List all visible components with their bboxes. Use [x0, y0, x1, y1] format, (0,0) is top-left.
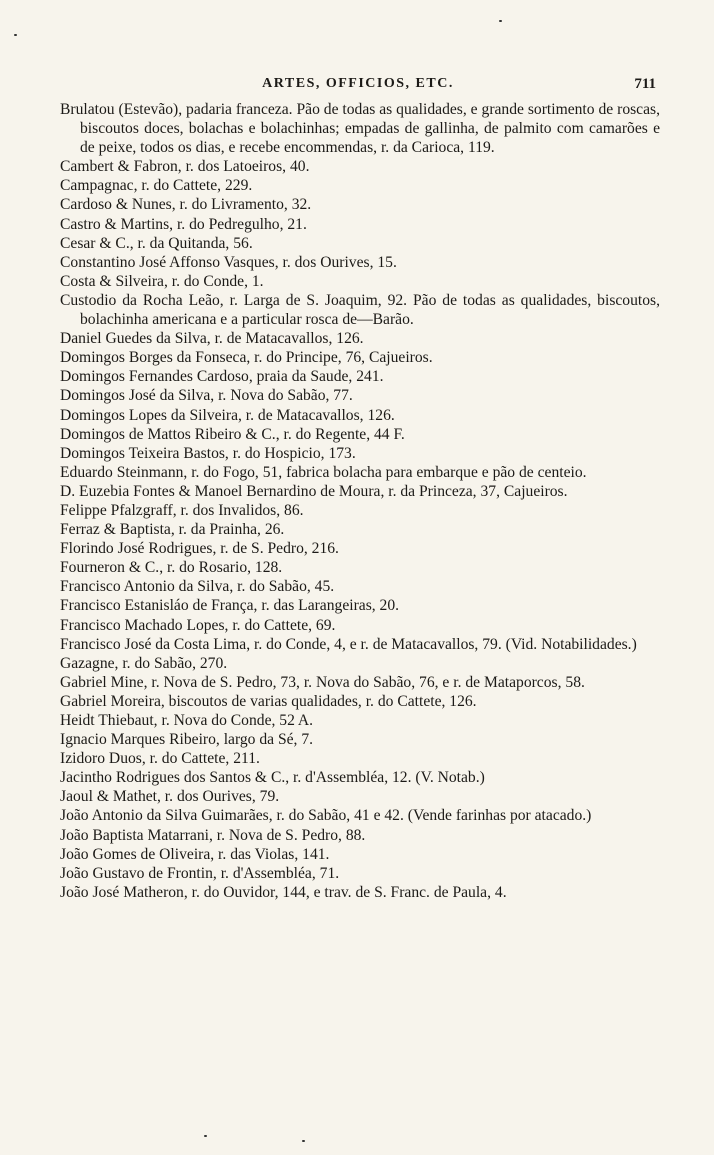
- directory-entry: Custodio da Rocha Leão, r. Larga de S. Joaquim, 92. Pão de todas as qualidades, biscoutos, bolachinha americana e a particular rosca de—Barão.: [60, 291, 660, 329]
- directory-entry: João Baptista Matarrani, r. Nova de S. Pedro, 88.: [60, 826, 366, 844]
- directory-entry: Francisco Estanisláo de França, r. das Larangeiras, 20.: [60, 597, 400, 615]
- directory-entry: Campagnac, r. do Cattete, 229.: [60, 177, 253, 195]
- directory-listing: [60, 100, 660, 902]
- directory-entry: Cardoso & Nunes, r. do Livramento, 32.: [60, 196, 312, 214]
- ink-speck: [302, 1140, 305, 1142]
- directory-entry: Gabriel Moreira, biscoutos de varias qualidades, r. do Cattete, 126.: [60, 692, 477, 710]
- directory-entry: Gazagne, r. do Sabão, 270.: [60, 654, 228, 672]
- directory-entry: Jaoul & Mathet, r. dos Ourives, 79.: [60, 788, 280, 806]
- directory-entry: Francisco Antonio da Silva, r. do Sabão, 45.: [60, 578, 335, 596]
- directory-entry: Izidoro Duos, r. do Cattete, 211.: [60, 750, 260, 768]
- ink-speck: [499, 20, 502, 22]
- running-head: ARTES, OFFICIOS, ETC.: [262, 76, 454, 91]
- directory-entry: Jacintho Rodrigues dos Santos & C., r. d'Assembléa, 12. (V. Notab.): [60, 769, 485, 787]
- directory-entry: João Gustavo de Frontin, r. d'Assembléa, 71.: [60, 864, 340, 882]
- directory-entry: Costa & Silveira, r. do Conde, 1.: [60, 272, 264, 290]
- directory-entry: Eduardo Steinmann, r. do Fogo, 51, fabrica bolacha para embarque e pão de centeio.: [60, 463, 587, 481]
- directory-entry: Domingos Borges da Fonseca, r. do Principe, 76, Cajueiros.: [60, 349, 433, 367]
- page-number: 711: [634, 76, 656, 92]
- directory-entry: João José Matheron, r. do Ouvidor, 144, e trav. de S. Franc. de Paula, 4.: [60, 883, 507, 901]
- directory-entry: Daniel Guedes da Silva, r. de Matacavallos, 126.: [60, 330, 364, 348]
- directory-entry: João Gomes de Oliveira, r. das Violas, 141.: [60, 845, 330, 863]
- directory-entry: Constantino José Affonso Vasques, r. dos Ourives, 15.: [60, 253, 397, 271]
- directory-entry: Cambert & Fabron, r. dos Latoeiros, 40.: [60, 158, 310, 176]
- directory-entry: Castro & Martins, r. do Pedregulho, 21.: [60, 215, 307, 233]
- directory-entry: Florindo José Rodrigues, r. de S. Pedro, 216.: [60, 540, 339, 558]
- directory-entry: Felippe Pfalzgraff, r. dos Invalidos, 86.: [60, 501, 304, 519]
- directory-entry: João Antonio da Silva Guimarães, r. do Sabão, 41 e 42. (Vende farinhas por atacado.): [60, 807, 592, 825]
- ink-speck: [204, 1135, 207, 1137]
- directory-entry: Gabriel Mine, r. Nova de S. Pedro, 73, r. Nova do Sabão, 76, e r. de Mataporcos, 58.: [60, 673, 585, 691]
- directory-entry: Brulatou (Estevão), padaria franceza. Pão de todas as qualidades, e grande sortimento de roscas, biscoutos doces, bolachas e bolachinhas; empadas de gallinha, de palmito com camarões e de peixe, todos os dias, e recebe encommendas, r. da Carioca, 119.: [60, 101, 660, 157]
- directory-entry: Domingos de Mattos Ribeiro & C., r. do Regente, 44 F.: [60, 425, 405, 443]
- directory-entry: Domingos José da Silva, r. Nova do Sabão, 77.: [60, 387, 353, 405]
- ink-speck: [14, 34, 17, 36]
- directory-entry: Ferraz & Baptista, r. da Prainha, 26.: [60, 521, 285, 539]
- directory-entry: Cesar & C., r. da Quitanda, 56.: [60, 234, 253, 252]
- directory-entry: Francisco Machado Lopes, r. do Cattete, 69.: [60, 616, 336, 634]
- directory-entry: Fourneron & C., r. do Rosario, 128.: [60, 559, 283, 577]
- directory-entry: Heidt Thiebaut, r. Nova do Conde, 52 A.: [60, 712, 314, 729]
- directory-entry: D. Euzebia Fontes & Manoel Bernardino de Moura, r. da Princeza, 37, Cajueiros.: [60, 482, 568, 500]
- directory-entry: Domingos Fernandes Cardoso, praia da Saude, 241.: [60, 368, 384, 386]
- directory-entry: Domingos Teixeira Bastos, r. do Hospicio, 173.: [60, 444, 356, 462]
- directory-entry: Francisco José da Costa Lima, r. do Conde, 4, e r. de Matacavallos, 79. (Vid. Notabilidades.): [60, 635, 637, 653]
- directory-entry: Domingos Lopes da Silveira, r. de Matacavallos, 126.: [60, 406, 395, 424]
- page-header: [60, 76, 656, 98]
- directory-entry: Ignacio Marques Ribeiro, largo da Sé, 7.: [60, 731, 314, 749]
